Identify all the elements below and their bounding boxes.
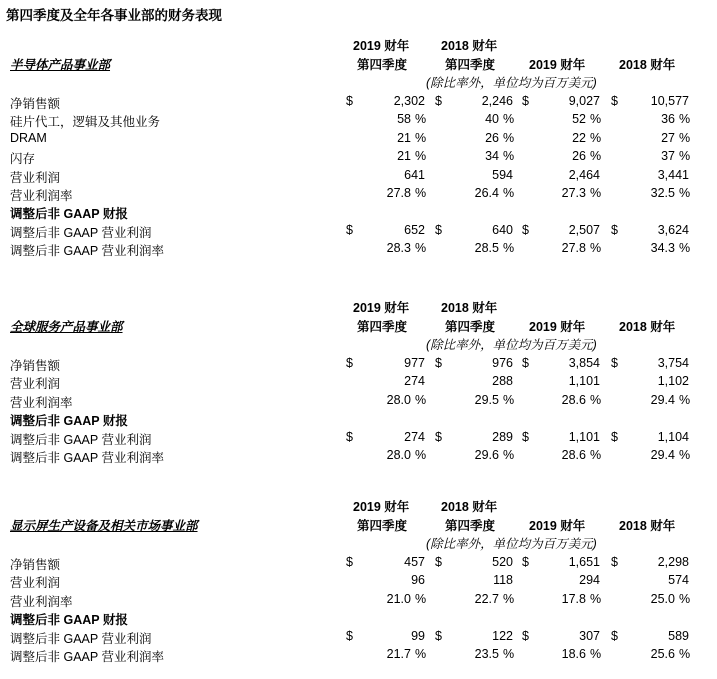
table-cell-value: 307: [579, 628, 600, 643]
row-label: 营业利润率: [10, 189, 73, 203]
table-cell-value: 28.0: [386, 392, 411, 407]
percent-symbol: %: [503, 591, 515, 606]
row-label: 净销售额: [10, 558, 61, 572]
table-cell-value: 28.5: [474, 241, 499, 256]
currency-symbol: $: [346, 356, 353, 370]
segment-title: 全球服务产品事业部: [10, 320, 123, 334]
table-cell-value: 1,651: [568, 555, 600, 569]
table-cell-value: 574: [668, 573, 689, 588]
percent-symbol: %: [415, 448, 427, 462]
percent-symbol: %: [590, 130, 602, 145]
currency-symbol: $: [522, 429, 529, 444]
table-cell-value: 520: [492, 555, 513, 569]
percent-symbol: %: [503, 392, 515, 407]
currency-symbol: $: [611, 222, 618, 237]
currency-symbol: $: [435, 429, 442, 444]
currency-symbol: $: [522, 356, 529, 370]
row-label: 调整后非 GAAP 营业利润率: [10, 244, 164, 259]
currency-symbol: $: [435, 94, 442, 108]
table-cell-value: 36: [661, 112, 675, 127]
currency-symbol: $: [346, 429, 353, 444]
table-cell-value: 1,101: [568, 429, 600, 444]
table-cell-value: 18.6: [561, 647, 586, 661]
table-cell-value: 32.5: [650, 186, 675, 200]
table-cell-value: 641: [404, 167, 425, 182]
table-cell-value: 26: [572, 149, 586, 164]
table-cell-value: 9,027: [568, 94, 600, 108]
percent-symbol: %: [503, 647, 515, 661]
header-q4-2019-line1: 2019 财年: [353, 39, 410, 53]
table-cell-value: 25.6: [650, 647, 675, 661]
table-cell-value: 27.3: [561, 186, 586, 200]
table-cell-value: 288: [492, 374, 513, 389]
table-cell-value: 22.7: [474, 591, 499, 606]
table-cell-value: 22: [572, 130, 586, 145]
percent-symbol: %: [503, 448, 515, 462]
currency-symbol: $: [611, 429, 618, 444]
table-cell-value: 3,441: [657, 167, 689, 182]
row-label: 硅片代工，逻辑及其他业务: [10, 115, 161, 130]
table-cell-value: 34: [485, 149, 499, 164]
percent-symbol: %: [679, 130, 691, 145]
header-q4-2018-line2: 第四季度: [445, 519, 496, 533]
percent-symbol: %: [415, 392, 427, 407]
table-cell-value: 27: [661, 130, 675, 145]
row-label: 净销售额: [10, 359, 61, 373]
units-note: (除比率外，单位均为百万美元): [426, 338, 597, 352]
table-cell-value: 589: [668, 628, 689, 643]
segment-section: [0, 298, 717, 478]
table-cell-value: 1,104: [657, 429, 689, 444]
currency-symbol: $: [435, 628, 442, 643]
table-cell-value: 37: [661, 149, 675, 164]
currency-symbol: $: [435, 555, 442, 569]
table-cell-value: 25.0: [650, 591, 675, 606]
table-cell-value: 3,624: [657, 222, 689, 237]
header-q4-2018-line2: 第四季度: [445, 58, 496, 72]
currency-symbol: $: [522, 628, 529, 643]
percent-symbol: %: [503, 149, 515, 164]
header-fy-2018: 2018 财年: [619, 320, 676, 334]
percent-symbol: %: [503, 241, 515, 256]
table-cell-value: 27.8: [386, 186, 411, 200]
row-label: 调整后非 GAAP 财报: [10, 613, 128, 628]
row-label: 调整后非 GAAP 营业利润率: [10, 650, 164, 664]
percent-symbol: %: [590, 241, 602, 256]
row-label: 营业利润: [10, 377, 61, 392]
table-cell-value: 594: [492, 167, 513, 182]
percent-symbol: %: [679, 241, 691, 256]
table-cell-value: 17.8: [561, 591, 586, 606]
row-label: DRAM: [10, 130, 47, 145]
currency-symbol: $: [346, 555, 353, 569]
header-q4-2018-line2: 第四季度: [445, 320, 496, 334]
units-note: (除比率外，单位均为百万美元): [426, 537, 597, 551]
percent-symbol: %: [415, 112, 427, 127]
table-cell-value: 28.0: [386, 448, 411, 462]
segment-title: 显示屏生产设备及相关市场事业部: [10, 519, 198, 533]
page-title: 第四季度及全年各事业部的财务表现: [6, 8, 222, 23]
table-cell-value: 118: [493, 573, 513, 588]
row-label: 营业利润率: [10, 395, 73, 410]
percent-symbol: %: [679, 647, 691, 661]
segment-title: 半导体产品事业部: [10, 58, 111, 72]
header-fy-2019: 2019 财年: [529, 320, 586, 334]
table-cell-value: 28.6: [561, 392, 586, 407]
row-label: 营业利润: [10, 576, 61, 591]
table-cell-value: 652: [404, 222, 425, 237]
table-cell-value: 29.4: [650, 392, 675, 407]
table-cell-value: 99: [411, 628, 425, 643]
percent-symbol: %: [503, 130, 515, 145]
table-cell-value: 34.3: [650, 241, 675, 256]
table-cell-value: 2,302: [393, 94, 425, 108]
currency-symbol: $: [522, 555, 529, 569]
table-cell-value: 27.8: [561, 241, 586, 256]
row-label: 调整后非 GAAP 营业利润: [10, 631, 152, 646]
currency-symbol: $: [346, 94, 353, 108]
percent-symbol: %: [415, 149, 427, 164]
percent-symbol: %: [679, 186, 691, 200]
row-label: 营业利润: [10, 170, 61, 185]
table-cell-value: 29.4: [650, 448, 675, 462]
percent-symbol: %: [679, 448, 691, 462]
table-cell-value: 294: [579, 573, 600, 588]
table-cell-value: 1,102: [657, 374, 689, 389]
table-cell-value: 21: [397, 149, 411, 164]
currency-symbol: $: [611, 628, 618, 643]
percent-symbol: %: [590, 448, 602, 462]
percent-symbol: %: [503, 112, 515, 127]
percent-symbol: %: [415, 647, 427, 661]
currency-symbol: $: [611, 555, 618, 569]
table-cell-value: 3,754: [657, 356, 689, 370]
segment-section: [0, 36, 717, 259]
table-cell-value: 2,246: [481, 94, 513, 108]
table-cell-value: 640: [492, 222, 513, 237]
table-cell-value: 2,298: [657, 555, 689, 569]
percent-symbol: %: [415, 591, 427, 606]
table-cell-value: 26: [485, 130, 499, 145]
table-cell-value: 976: [492, 356, 513, 370]
header-fy-2019: 2019 财年: [529, 58, 586, 72]
row-label: 净销售额: [10, 97, 61, 111]
percent-symbol: %: [590, 112, 602, 127]
table-cell-value: 23.5: [474, 647, 499, 661]
header-q4-2019-line1: 2019 财年: [353, 500, 410, 514]
table-cell-value: 96: [411, 573, 425, 588]
table-cell-value: 29.6: [474, 448, 499, 462]
table-cell-value: 40: [485, 112, 499, 127]
percent-symbol: %: [415, 186, 427, 200]
table-cell-value: 457: [404, 555, 425, 569]
table-cell-value: 289: [492, 429, 513, 444]
units-note: (除比率外，单位均为百万美元): [426, 76, 597, 90]
table-cell-value: 52: [572, 112, 586, 127]
header-fy-2019: 2019 财年: [529, 519, 586, 533]
header-q4-2019-line2: 第四季度: [357, 58, 408, 72]
percent-symbol: %: [679, 112, 691, 127]
table-cell-value: 122: [492, 628, 513, 643]
table-cell-value: 21: [397, 130, 411, 145]
row-label: 调整后非 GAAP 营业利润: [10, 225, 152, 240]
table-cell-value: 274: [404, 374, 425, 389]
currency-symbol: $: [435, 222, 442, 237]
currency-symbol: $: [522, 222, 529, 237]
table-cell-value: 1,101: [568, 374, 600, 389]
table-cell-value: 2,507: [568, 222, 600, 237]
currency-symbol: $: [435, 356, 442, 370]
currency-symbol: $: [611, 94, 618, 108]
percent-symbol: %: [590, 591, 602, 606]
percent-symbol: %: [415, 130, 427, 145]
percent-symbol: %: [590, 149, 602, 164]
table-cell-value: 29.5: [474, 392, 499, 407]
header-fy-2018: 2018 财年: [619, 58, 676, 72]
percent-symbol: %: [590, 392, 602, 407]
header-q4-2019-line2: 第四季度: [357, 320, 408, 334]
table-cell-value: 977: [404, 356, 425, 370]
percent-symbol: %: [679, 149, 691, 164]
currency-symbol: $: [346, 628, 353, 643]
header-fy-2018: 2018 财年: [619, 519, 676, 533]
table-cell-value: 28.6: [561, 448, 586, 462]
header-q4-2018-line1: 2018 财年: [441, 39, 498, 53]
currency-symbol: $: [346, 222, 353, 237]
currency-symbol: $: [522, 94, 529, 108]
row-label: 营业利润率: [10, 594, 73, 609]
row-label: 调整后非 GAAP 财报: [10, 207, 128, 222]
table-cell-value: 26.4: [474, 186, 499, 200]
header-q4-2018-line1: 2018 财年: [441, 301, 498, 315]
row-label: 调整后非 GAAP 营业利润: [10, 432, 152, 447]
percent-symbol: %: [679, 591, 691, 606]
currency-symbol: $: [611, 356, 618, 370]
row-label: 调整后非 GAAP 营业利润率: [10, 451, 164, 465]
percent-symbol: %: [503, 186, 515, 200]
table-cell-value: 28.3: [386, 241, 411, 256]
percent-symbol: %: [590, 186, 602, 200]
table-cell-value: 58: [397, 112, 411, 127]
segment-section: [0, 497, 717, 677]
table-cell-value: 2,464: [568, 167, 600, 182]
table-cell-value: 3,854: [568, 356, 600, 370]
header-q4-2018-line1: 2018 财年: [441, 500, 498, 514]
header-q4-2019-line2: 第四季度: [357, 519, 408, 533]
table-cell-value: 274: [404, 429, 425, 444]
row-label: 闪存: [10, 152, 36, 167]
percent-symbol: %: [679, 392, 691, 407]
table-cell-value: 10,577: [650, 94, 689, 108]
header-q4-2019-line1: 2019 财年: [353, 301, 410, 315]
percent-symbol: %: [590, 647, 602, 661]
percent-symbol: %: [415, 241, 427, 256]
row-label: 调整后非 GAAP 财报: [10, 414, 128, 429]
table-cell-value: 21.7: [386, 647, 411, 661]
table-cell-value: 21.0: [386, 591, 411, 606]
